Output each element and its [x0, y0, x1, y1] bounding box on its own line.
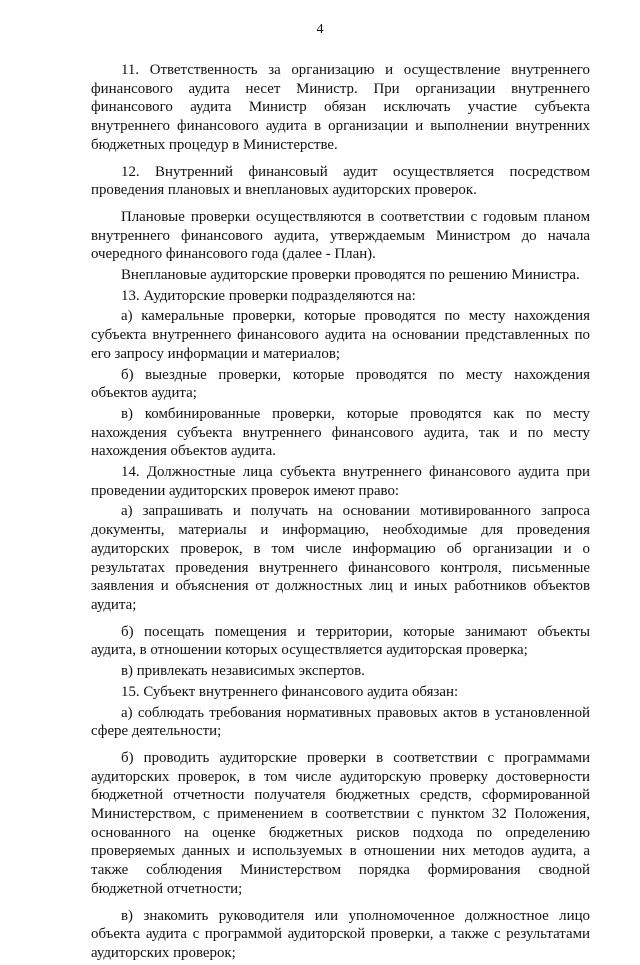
- paragraph-13: 13. Аудиторские проверки подразделяются на:: [121, 287, 416, 304]
- paragraph-14a: а) запрашивать и получать на основании мотивированного запроса документы, материалы и информацию, необходимые для проведения аудиторских проверок, в том числе информацию об организации и о результатах проведения внутреннего финансового контроля, письменные заявления и объяснения от должностных лиц и иных работников объектов аудита;: [91, 503, 590, 613]
- paragraph-13v: в) комбинированные проверки, которые проводятся как по месту нахождения субъекта внутреннего финансового аудита, так и по месту нахождения объектов аудита.: [91, 405, 590, 460]
- paragraph-unplanned-checks: Внеплановые аудиторские проверки проводятся по решению Министра.: [121, 267, 580, 284]
- paragraph-12: 12. Внутренний финансовый аудит осуществляется посредством проведения плановых и внеплановых аудиторских проверок.: [91, 163, 590, 199]
- paragraph-15a: а) соблюдать требования нормативных правовых актов в установленной сфере деятельности;: [91, 704, 590, 740]
- paragraph-13a: а) камеральные проверки, которые проводятся по месту нахождения субъекта внутреннего финансового аудита на основании представленных по его запросу информации и материалов;: [91, 308, 590, 362]
- paragraph-15v: в) знакомить руководителя или уполномоченное должностное лицо объекта аудита с программой аудиторской проверки, а также с результатами аудиторских проверок;: [91, 907, 590, 961]
- document-body: [91, 61, 590, 965]
- paragraph-14b: б) посещать помещения и территории, которые занимают объекты аудита, в отношении которых осуществляется аудиторская проверка;: [91, 623, 590, 659]
- paragraph-11: 11. Ответственность за организацию и осуществление внутреннего финансового аудита несет Министр. При организации внутреннего финансового аудита Министр обязан исключать участие субъекта внутреннего финансового аудита в организации и выполнении внутренних бюджетных процедур в Министерстве.: [91, 62, 590, 153]
- page-number: 4: [316, 22, 324, 37]
- paragraph-planned-checks: Плановые проверки осуществляются в соответствии с годовым планом внутреннего финансового аудита, утверждаемым Министром до начала очередного финансового года (далее - План).: [91, 208, 590, 263]
- paragraph-13b: б) выездные проверки, которые проводятся по месту нахождения объектов аудита;: [91, 366, 590, 402]
- paragraph-15: 15. Субъект внутреннего финансового аудита обязан:: [121, 683, 459, 700]
- paragraph-14v: в) привлекать независимых экспертов.: [121, 663, 365, 680]
- paragraph-15b: б) проводить аудиторские проверки в соответствии с программами аудиторских проверок, в том числе аудиторскую проверку достоверности бюджетной отчетности получателя бюджетных средств, сформированной Министерством, с применением в соответствии с пунктом 32 Положения, основанного на оценке бюджетных рисков подхода по определению проверяемых данных и используемых в отношении них методов аудита, а также соблюдения Министерством порядка формирования сводной бюджетной отчетности;: [91, 749, 590, 897]
- paragraph-14: 14. Должностные лица субъекта внутреннего финансового аудита при проведении аудиторских проверок имеют право:: [91, 464, 590, 499]
